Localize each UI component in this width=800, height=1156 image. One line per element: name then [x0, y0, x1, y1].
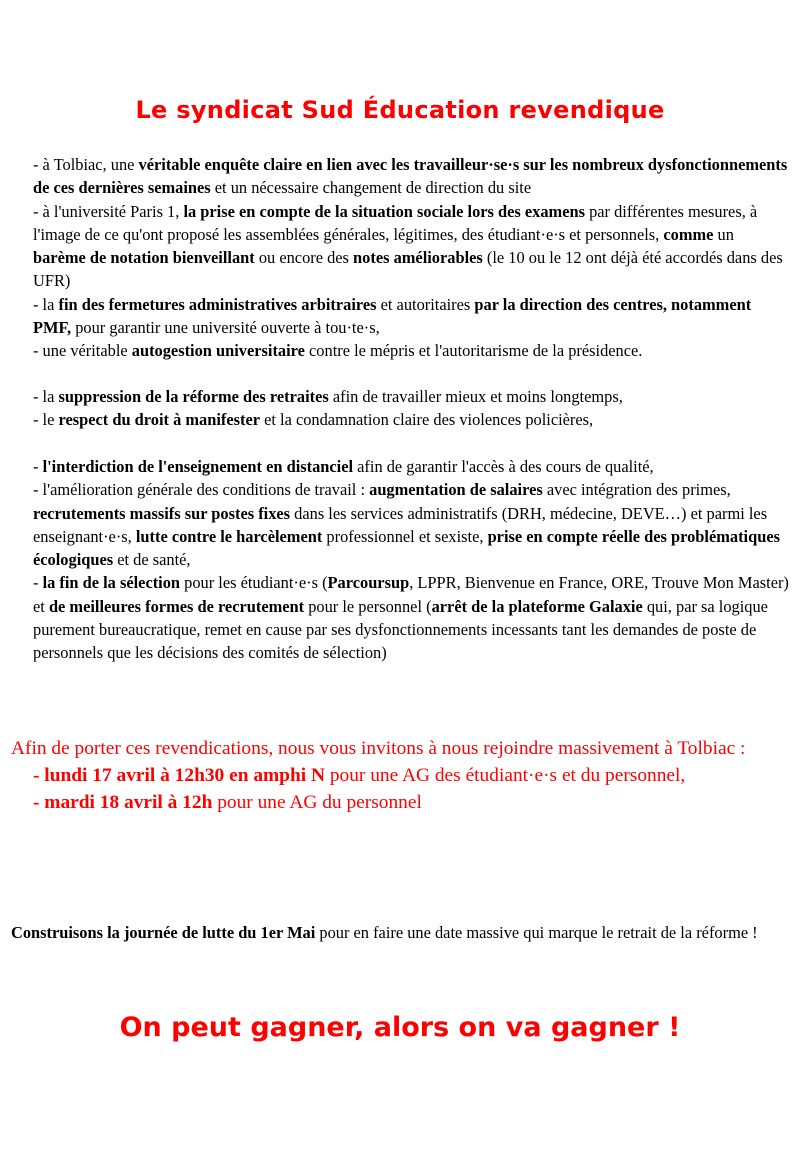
demand-item: - à Tolbiac, une véritable enquête claire en lien avec les travailleur·se·s sur les nombreux dysfonctionnements de ces dernières semaines et un nécessaire changement de direction du site	[33, 155, 788, 198]
demands-list-3	[11, 455, 789, 665]
meeting-item: - lundi 17 avril à 12h30 en amphi N pour une AG des étudiant·e·s et du personnel,	[33, 765, 686, 786]
invitation-section	[11, 735, 789, 816]
demands-list-2	[11, 385, 789, 432]
demand-item: - l'interdiction de l'enseignement en distanciel afin de garantir l'accès à des cours de qualité,	[33, 457, 654, 476]
closing-slogan: On peut gagner, alors on va gagner !	[119, 1012, 681, 1043]
invitation-intro: Afin de porter ces revendications, nous vous invitons à nous rejoindre massivement à Tolbiac :	[11, 738, 746, 759]
demand-item: - l'amélioration générale des conditions de travail : augmentation de salaires avec intégration des primes, recrutements massifs sur postes fixes dans les services administratifs (DRH, médecine, DEVE…) et parmi les enseignant·e·s, lutte contre le harcèlement professionnel et sexiste, prise en compte réelle des problématiques écologiques et de santé,	[33, 480, 780, 570]
cta-bold: Construisons la journée de lutte du 1er Mai	[11, 923, 316, 942]
demand-item: - à l'université Paris 1, la prise en compte de la situation sociale lors des examens par différentes mesures, à l'image de ce qu'ont proposé les assemblées générales, légitimes, des étudiant·e·s et personnels, comme un barème de notation bienveillant ou encore des notes améliorables (le 10 ou le 12 ont déjà été accordés dans des UFR)	[33, 201, 783, 291]
demand-item: - une véritable autogestion universitaire contre le mépris et l'autoritarisme de la présidence.	[33, 341, 643, 361]
demand-item: - le respect du droit à manifester et la condamnation claire des violences policières,	[33, 410, 594, 430]
call-to-action	[11, 921, 789, 944]
demand-item: - la suppression de la réforme des retraites afin de travailler mieux et moins longtemps,	[33, 387, 623, 406]
demand-item: - la fin de la sélection pour les étudiant·e·s (Parcoursup, LPPR, Bienvenue en France, ORE, Trouve Mon Master) et de meilleures formes de recrutement pour le personnel (arrêt de la plateforme Galaxie qui, par sa logique purement bureaucratique, remet en cause par ses dysfonctionnements incessants tant les demandes de poste de personnels que les décisions des comités de sélection)	[33, 573, 789, 663]
demands-list	[11, 153, 789, 363]
cta-rest: pour en faire une date massive qui marque le retrait de la réforme !	[315, 923, 758, 942]
meeting-item: - mardi 18 avril à 12h pour une AG du personnel	[33, 792, 422, 813]
document-title: Le syndicat Sud Éducation revendique	[135, 96, 665, 124]
demand-item: - la fin des fermetures administratives arbitraires et autoritaires par la direction des centres, notamment PMF, pour garantir une université ouverte à tou·te·s,	[33, 294, 752, 338]
